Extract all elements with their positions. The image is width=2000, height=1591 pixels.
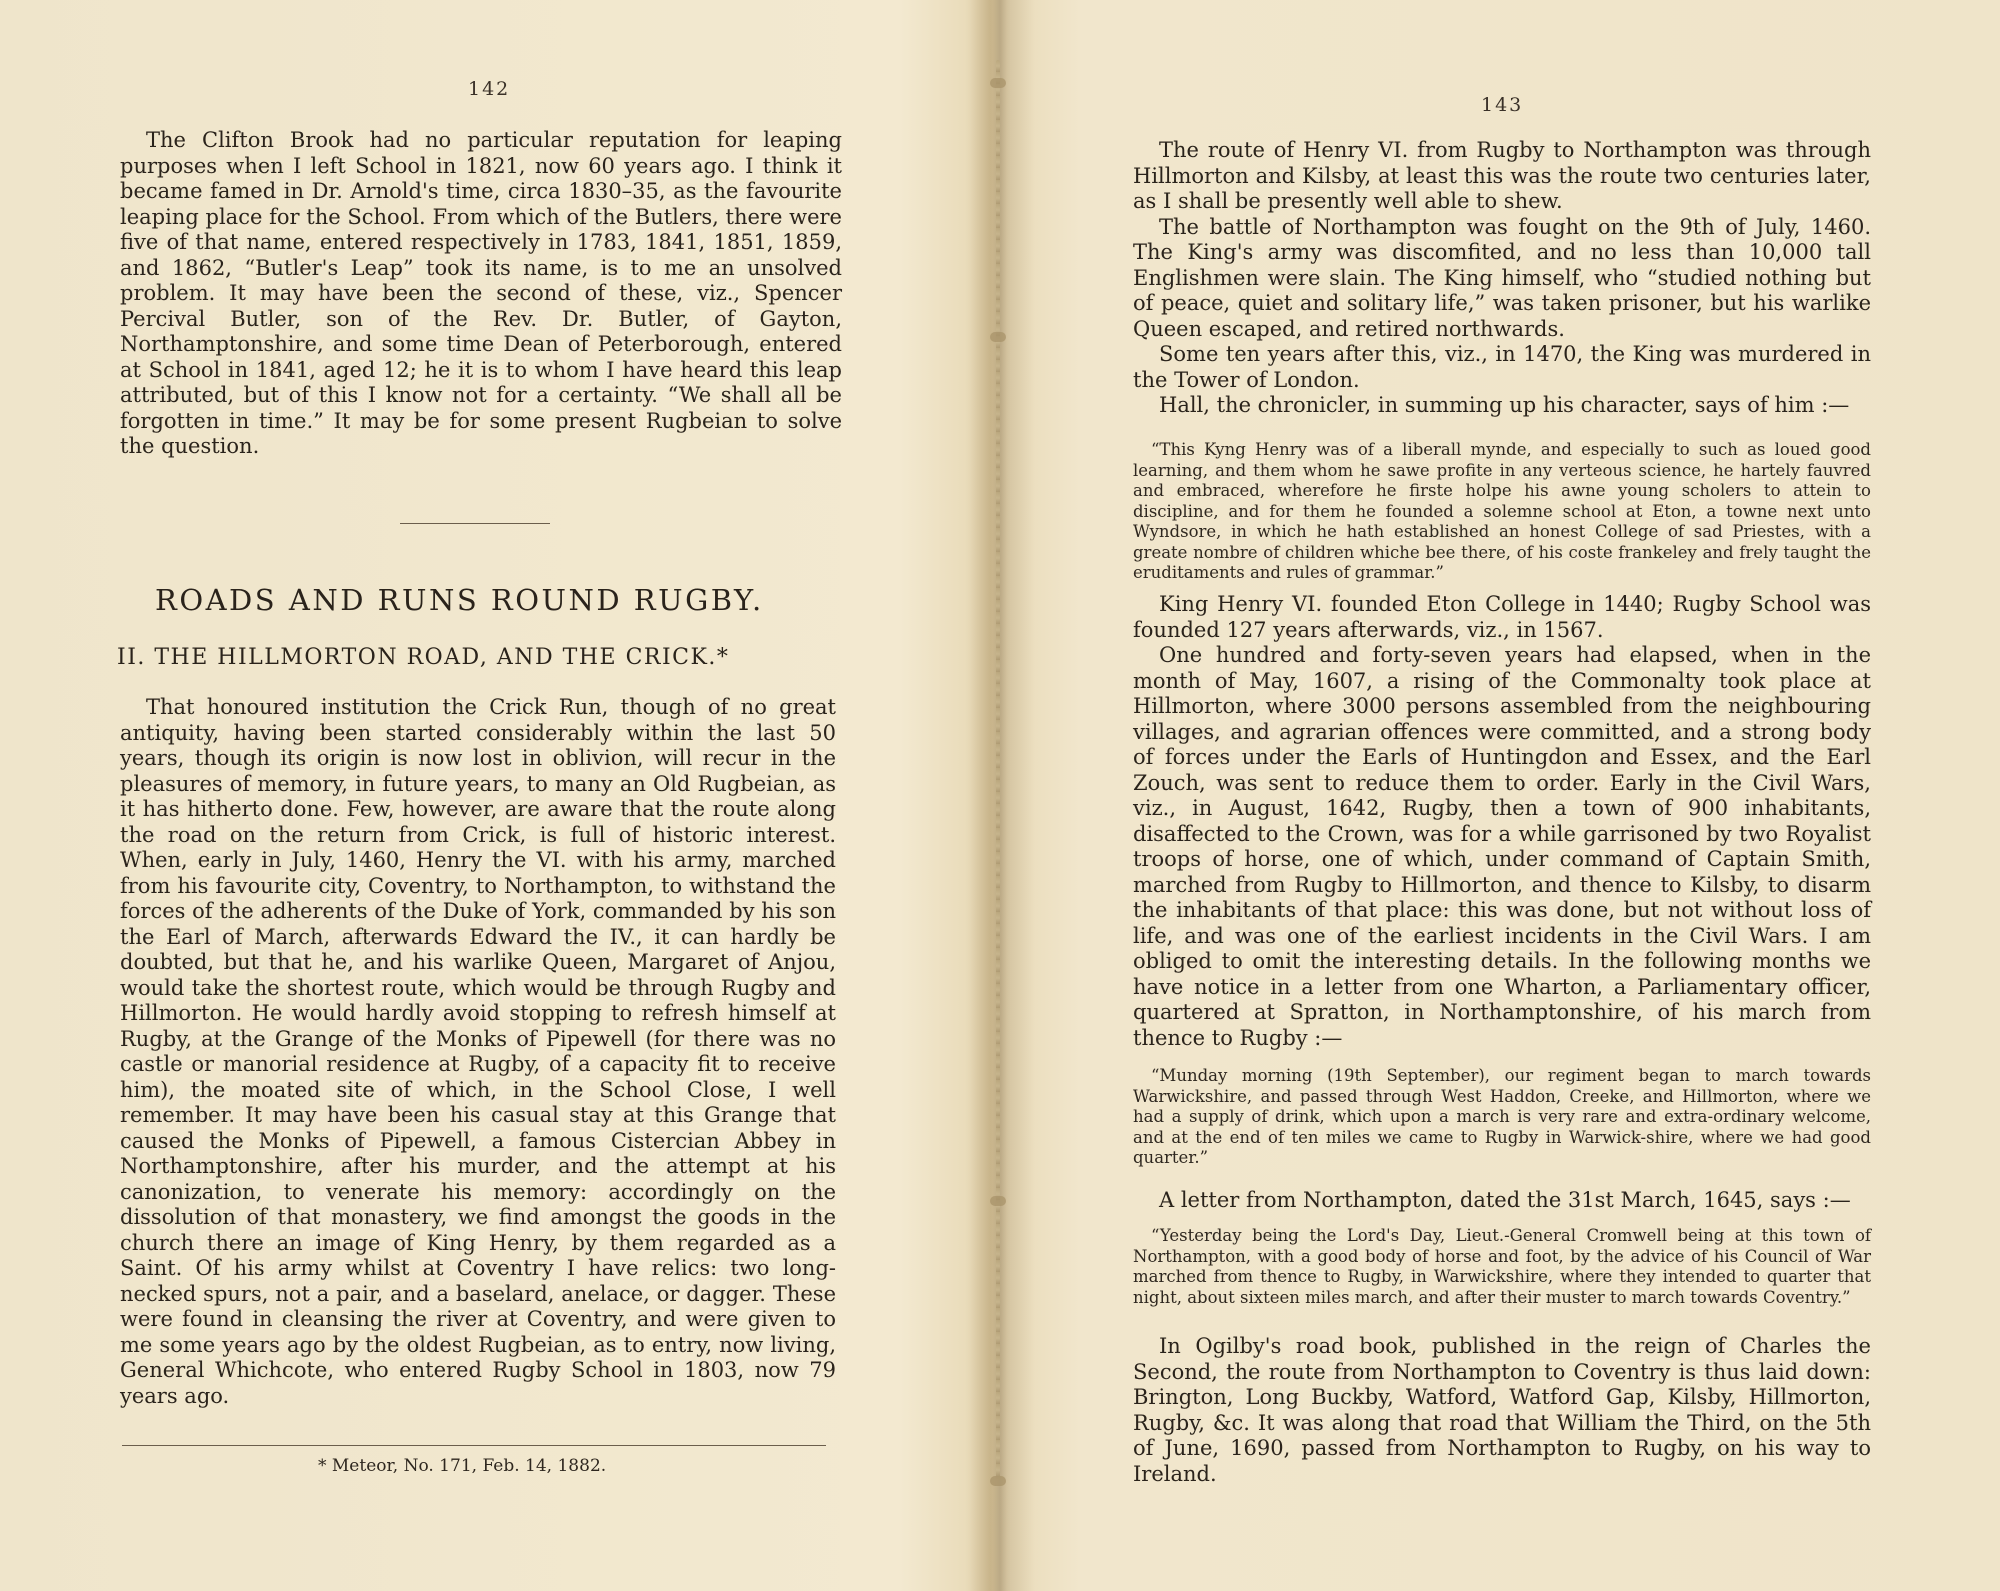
left-paragraph-clifton-brook [120, 128, 842, 460]
binding-stitch [990, 78, 1006, 88]
paragraph: That honoured institution the Crick Run, though of no great antiquity, having been started considerably within the last 50 years, though its origin is now lost in oblivion, will recur in the pleasures of memory, in future years, to many an Old Rugbeian, as it has hitherto done. Few, however, are aware that the route along the road on the return from Crick, is full of historic interest. When, early in July, 1460, Henry the VI. with his army, marched from his favourite city, Coventry, to Northampton, to withstand the forces of the adherents of the Duke of York, commanded by his son the Earl of March, afterwards Edward the IV., it can hardly be doubted, but that he, and his warlike Queen, Margaret of Anjou, would take the shortest route, which would be through Rugby and Hillmorton. He would hardly avoid stopping to refresh himself at Rugby, at the Grange of the Monks of Pipewell (for there was no castle or manorial residence at Rugby, of a capacity fit to receive him), the moated site of which, in the School Close, I well remember. It may have been his casual stay at this Grange that caused the Monks of Pipewell, a famous Cistercian Abbey in Northamptonshire, after his murder, and the attempt at his canonization, to venerate his memory: accordingly on the dissolution of that monastery, we find amongst the goods in the church there an image of King Henry, by them regarded as a Saint. Of his army whilst at Coventry I have relics: two long-necked spurs, not a pair, and a baselard, anelace, or dagger. These were found in cleansing the river at Coventry, and were given to me some years ago by the oldest Rugbeian, as to entry, now living, General Whichcote, who entered Rugby School in 1803, now 79 years ago. [120, 695, 836, 1408]
paragraph: Some ten years after this, viz., in 1470, the King was murdered in the Tower of London. [1133, 342, 1871, 392]
binding-stitch [990, 1476, 1006, 1486]
paragraph: The battle of Northampton was fought on the 9th of July, 1460. The King's army was discomfited, and no less than 10,000 tall Englishmen were slain. The King himself, who “studied nothing but of peace, quiet and solitary life,” was taken prisoner, but his warlike Queen escaped, and retired northwards. [1133, 214, 1871, 341]
quotation: “Yesterday being the Lord's Day, Lieut.-General Cromwell being at this town of Northampton, with a good body of horse and foot, by the advice of his Council of War marched from thence to Rugby, in Warwickshire, where they intended to quarter that night, about sixteen miles march, and after their muster to march towards Coventry.” [1133, 1226, 1871, 1307]
quotation-hall-chronicler [1133, 440, 1871, 584]
page-number-left: 142 [468, 78, 511, 100]
right-text-block-4 [1133, 1334, 1871, 1487]
right-text-block-1 [1133, 138, 1871, 419]
paragraph: The Clifton Brook had no particular reputation for leaping purposes when I left School in 1821, now 60 years ago. I think it became famed in Dr. Arnold's time, circa 1830–35, as the favourite leaping place for the School. From which of the Butlers, there were five of that name, entered respectively in 1783, 1841, 1851, 1859, and 1862, “Butler's Leap” took its name, is to me an unsolved problem. It may have been the second of these, viz., Spencer Percival Butler, son of the Rev. Dr. Butler, of Gayton, Northamptonshire, and some time Dean of Peterborough, entered at School in 1841, aged 12; he it is to whom I have heard this leap attributed, but of this I know not for a certainty. “We shall all be forgotten in time.” It may be for some present Rugbeian to solve the question. [120, 128, 842, 458]
section-divider [400, 523, 550, 524]
section-subheading: II. THE HILLMORTON ROAD, AND THE CRICK.* [117, 645, 730, 670]
paragraph: King Henry VI. founded Eton College in 1440; Rugby School was founded 127 years afterwards, viz., in 1567. [1133, 592, 1871, 642]
quotation: “This Kyng Henry was of a liberall mynde, and especially to such as loued good learning, and them whom he sawe profite in any verteous science, he hartely fauvred and embraced, wherefore he firste holpe his awne young scholers to attein to discipline, and for them he founded a solemne school at Eton, a towne next unto Wyndsore, in which he hath established an honest College of sad Priestes, with a greate nombre of children whiche bee there, of his coste frankeley and frely taught the eruditaments and rules of grammar.” [1133, 440, 1871, 582]
binding-stitch [990, 1196, 1006, 1206]
quotation-cromwell-letter [1133, 1226, 1871, 1308]
left-paragraph-crick-run [120, 695, 836, 1409]
page-number-right: 143 [1481, 94, 1524, 116]
quotation-wharton-letter [1133, 1066, 1871, 1169]
right-page [1015, 0, 2000, 1591]
paragraph: In Ogilby's road book, published in the reign of Charles the Second, the route from Northampton to Coventry is thus laid down: Brington, Long Buckby, Watford, Watford Gap, Kilsby, Hillmorton, Rugby, &c. It was along that road that William the Third, on the 5th of June, 1690, passed from Northampton to Rugby, on his way to Ireland. [1133, 1334, 1871, 1486]
paragraph: The route of Henry VI. from Rugby to Northampton was through Hillmorton and Kilsby, at least this was the route two centuries later, as I shall be presently well able to shew. [1133, 138, 1871, 213]
left-page [0, 0, 985, 1591]
paragraph: Hall, the chronicler, in summing up his character, says of him :— [1159, 393, 1850, 417]
paragraph: A letter from Northampton, dated the 31st March, 1645, says :— [1159, 1188, 1851, 1212]
right-text-block-3 [1133, 1188, 1871, 1214]
paragraph: One hundred and forty-seven years had elapsed, when in the month of May, 1607, a rising of the Commonalty took place at Hillmorton, where 3000 persons assembled from the neighbouring villages, and agrarian offences were committed, and a strong body of forces under the Earls of Huntingdon and Essex, and the Earl Zouch, was sent to reduce them to order. Early in the Civil Wars, viz., in August, 1642, Rugby, then a town of 900 inhabitants, disaffected to the Crown, was for a while garrisoned by two Royalist troops of horse, one of which, under command of Captain Smith, marched from Rugby to Hillmorton, and thence to Kilsby, to disarm the inhabitants of that place: this was done, but not without loss of life, and was one of the earliest incidents in the Civil Wars. I am obliged to omit the interesting details. In the following months we have notice in a letter from one Wharton, a Parliamentary officer, quartered at Spratton, in Northamptonshire, of his march from thence to Rugby :— [1133, 643, 1871, 1050]
quotation: “Munday morning (19th September), our regiment began to march towards Warwickshire, and passed through West Haddon, Creeke, and Hillmorton, where we had a supply of drink, which upon a march is very rare and extra-ordinary welcome, and at the end of ten miles we came to Rugby in Warwick-shire, where we had good quarter.” [1133, 1066, 1871, 1167]
footnote-rule [122, 1445, 826, 1446]
chapter-heading: ROADS AND RUNS ROUND RUGBY. [155, 583, 764, 617]
binding-stitch [990, 332, 1006, 342]
binding-thread [996, 60, 1000, 1480]
right-text-block-2 [1133, 592, 1871, 1051]
footnote: * Meteor, No. 171, Feb. 14, 1882. [318, 1456, 607, 1476]
